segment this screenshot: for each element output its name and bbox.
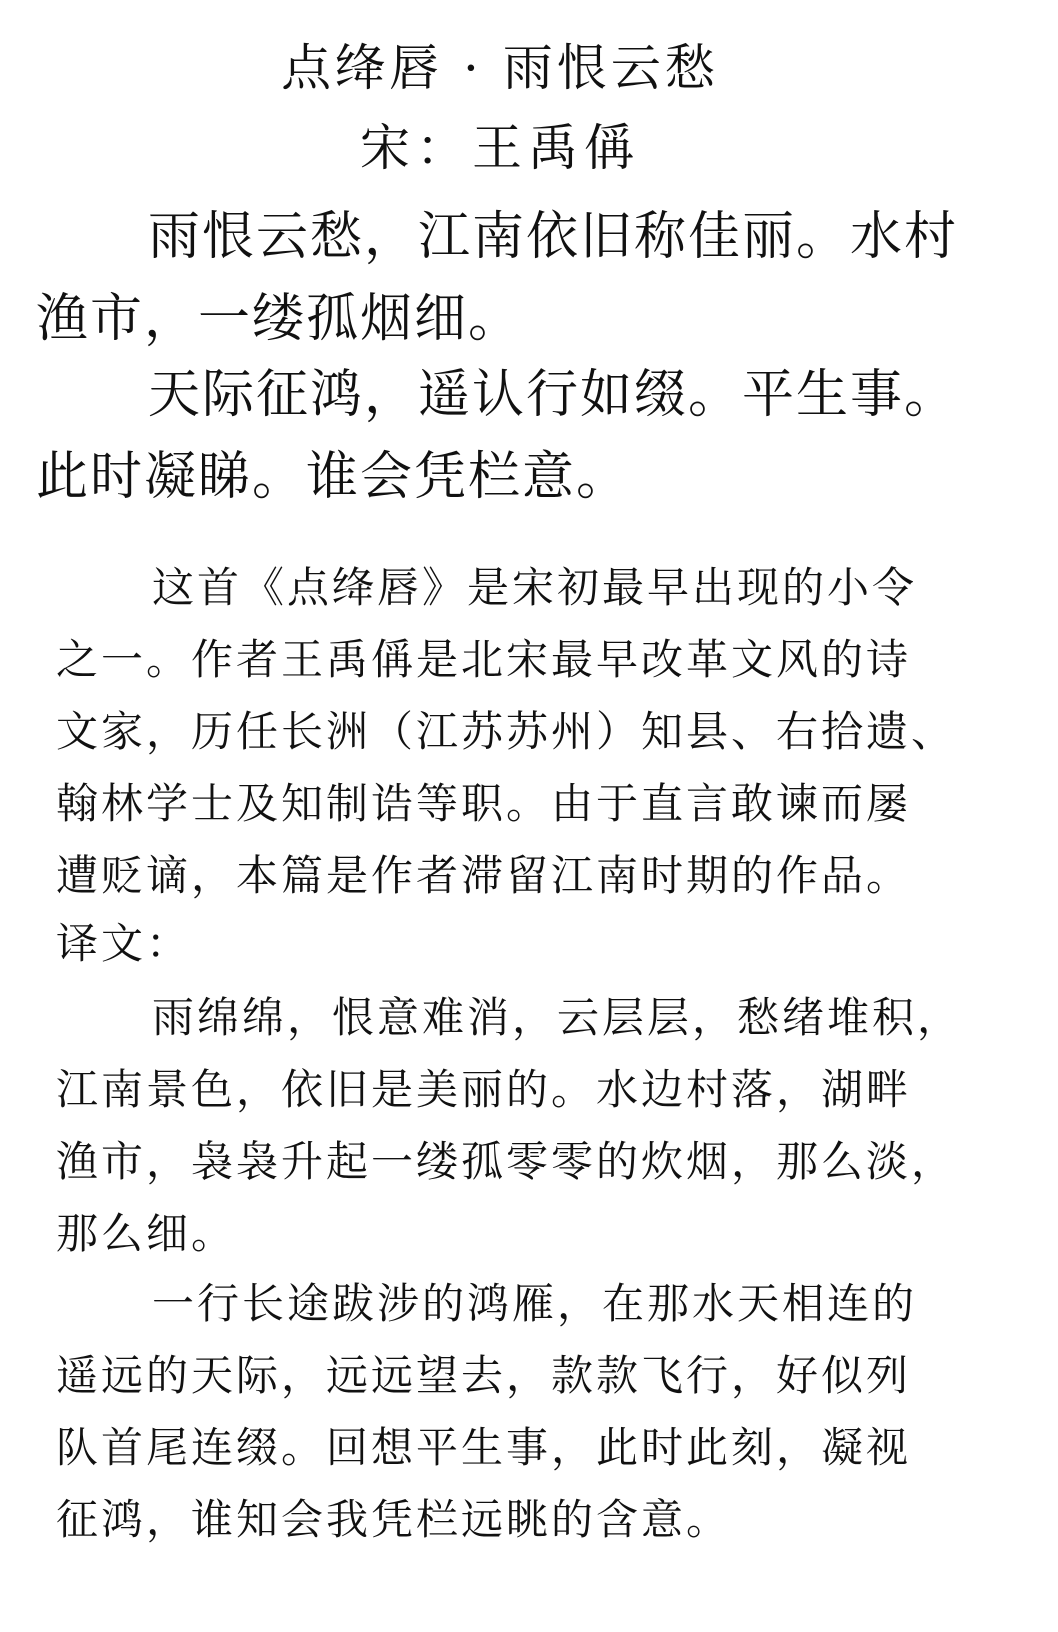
- intro-line: 这首《点绛唇》是宋初最早出现的小令: [152, 563, 918, 612]
- intro-paragraph: [56, 552, 1006, 912]
- verse-line: 雨恨云愁，江南依旧称佳丽。水村: [148, 207, 959, 267]
- translation-line: 遥远的天际，远远望去，款款飞行，好似列: [56, 1351, 912, 1400]
- translation-paragraph-2: [56, 1268, 1006, 1556]
- translation-line: 队首尾连缀。回想平生事，此时此刻，凝视: [56, 1423, 912, 1472]
- translation-line: 雨绵绵，恨意难消，云层层，愁绪堆积，: [152, 993, 963, 1042]
- poem-verse-2: [36, 354, 1016, 518]
- translation-line: 一行长途跋涉的鸿雁，在那水天相连的: [152, 1279, 918, 1328]
- poem-title: 点绛唇 · 雨恨云愁: [281, 39, 719, 97]
- poem-author: 宋：王禹偁: [360, 119, 640, 177]
- verse-line: 天际征鸿，遥认行如缀。平生事。: [148, 365, 959, 425]
- intro-line: 之一。作者王禹偁是北宋最早改革文风的诗: [56, 635, 912, 684]
- translation-line: 征鸿，谁知会我凭栏远眺的含意。: [56, 1495, 732, 1544]
- verse-line: 此时凝睇。谁会凭栏意。: [36, 447, 631, 507]
- intro-line: 翰林学士及知制诰等职。由于直言敢谏而屡: [56, 779, 912, 828]
- translation-line: 渔市，袅袅升起一缕孤零零的炊烟，那么淡，: [56, 1137, 957, 1186]
- translation-paragraph-1: [56, 982, 1006, 1270]
- intro-line: 文家，历任长洲（江苏苏州）知县、右拾遗、: [56, 707, 957, 756]
- translation-heading: 译文：: [56, 919, 192, 968]
- translation-line: 江南景色，依旧是美丽的。水边村落，湖畔: [56, 1065, 912, 1114]
- intro-line: 遭贬谪，本篇是作者滞留江南时期的作品。: [56, 851, 912, 900]
- poem-verse-1: [36, 196, 1016, 360]
- verse-line: 渔市，一缕孤烟细。: [36, 289, 523, 349]
- translation-line: 那么细。: [56, 1209, 237, 1258]
